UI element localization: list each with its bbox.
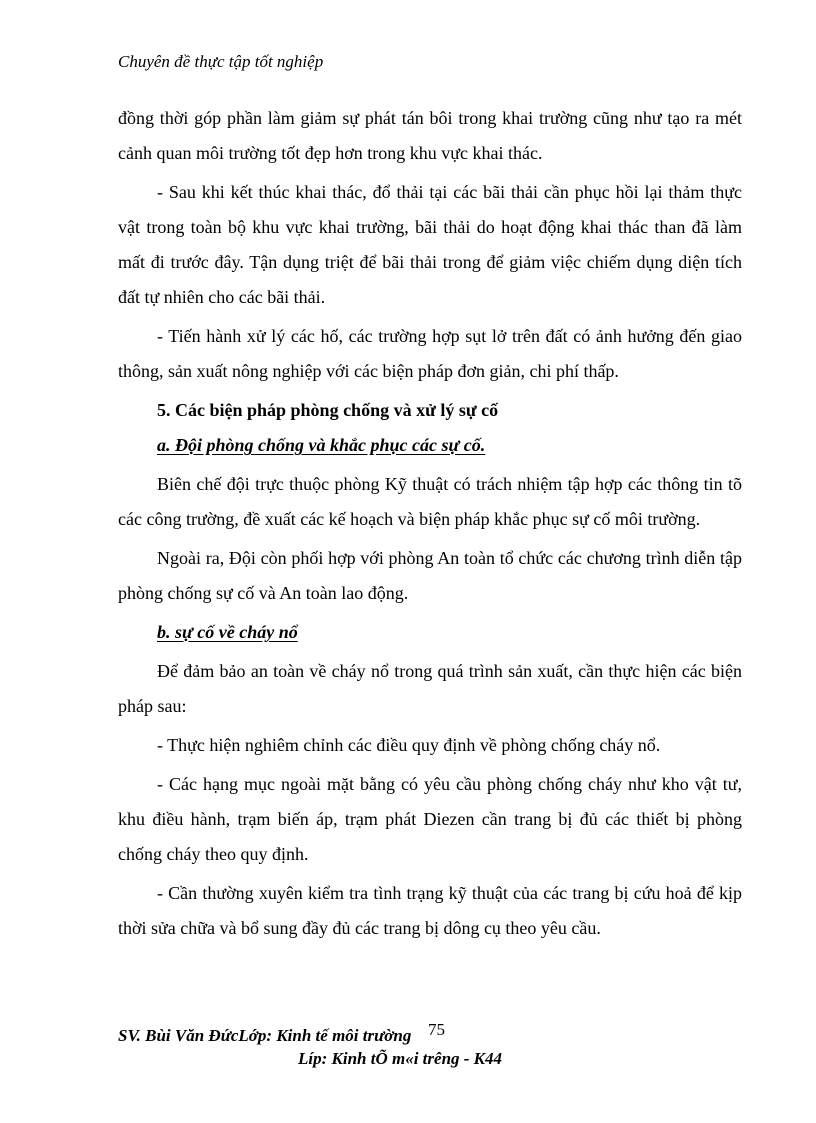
footer-class-garbled: Líp: Kinh tÕ m«i trêng - K44 bbox=[298, 1049, 503, 1068]
section-heading-5: 5. Các biện pháp phòng chống và xử lý sự cố bbox=[157, 400, 499, 420]
footer-author-class: SV. Bùi Văn ĐứcLớp: Kinh tế môi trường bbox=[118, 1026, 412, 1045]
subheading-b bbox=[118, 615, 742, 650]
paragraph-1: đồng thời góp phần làm giảm sự phát tán bôi trong khai trường cũng như tạo ra mét cảnh quan môi trường tốt đẹp hơn trong khu vực khai thác. bbox=[118, 108, 742, 163]
paragraph-9: - Cần thường xuyên kiểm tra tình trạng kỹ thuật của các trang bị cứu hoả để kịp thời sửa chữa và bổ sung đầy đủ các trang bị dông cụ theo yêu cầu. bbox=[118, 883, 742, 938]
page-number: 75 bbox=[428, 1020, 445, 1039]
paragraph-3: - Tiến hành xử lý các hố, các trường hợp sụt lở trên đất có ảnh hưởng đến giao thông, sản xuất nông nghiệp với các biện pháp đơn giản, chi phí thấp. bbox=[118, 326, 742, 381]
paragraph-6: Để đảm bảo an toàn về cháy nổ trong quá trình sản xuất, cần thực hiện các biện pháp sau: bbox=[118, 661, 742, 716]
document-body bbox=[118, 101, 742, 946]
subheading-a bbox=[118, 428, 742, 463]
paragraph-7: - Thực hiện nghiêm chỉnh các điều quy định về phòng chống cháy nổ. bbox=[157, 735, 661, 755]
subheading-b-text: b. sự cố về cháy nổ bbox=[157, 622, 298, 642]
page-header: Chuyên đề thực tập tốt nghiệp bbox=[118, 52, 324, 71]
paragraph-4: Biên chế đội trực thuộc phòng Kỹ thuật có trách nhiệm tập hợp các thông tin tõ các công trường, đề xuất các kế hoạch và biện pháp khắc phục sự cố môi trường. bbox=[118, 474, 742, 529]
subheading-a-text: a. Đội phòng chống và khắc phục các sự cố. bbox=[157, 435, 486, 455]
paragraph-8: - Các hạng mục ngoài mặt bằng có yêu cầu phòng chống cháy như kho vật tư, khu điều hành, trạm biến áp, trạm phát Diezen cần trang bị đủ các thiết bị phòng chống cháy theo quy định. bbox=[118, 774, 742, 864]
paragraph-5: Ngoài ra, Đội còn phối hợp với phòng An toàn tổ chức các chương trình diễn tập phòng chống sự cố và An toàn lao động. bbox=[118, 548, 742, 603]
paragraph-2: - Sau khi kết thúc khai thác, đổ thải tại các bãi thải cần phục hồi lại thảm thực vật trong toàn bộ khu vực khai trường, bãi thải do hoạt động khai thác than đã làm mất đi trước đây. Tận dụng triệt để bãi thải trong để giảm việc chiếm dụng diện tích đất tự nhiên cho các bãi thải. bbox=[118, 182, 742, 307]
